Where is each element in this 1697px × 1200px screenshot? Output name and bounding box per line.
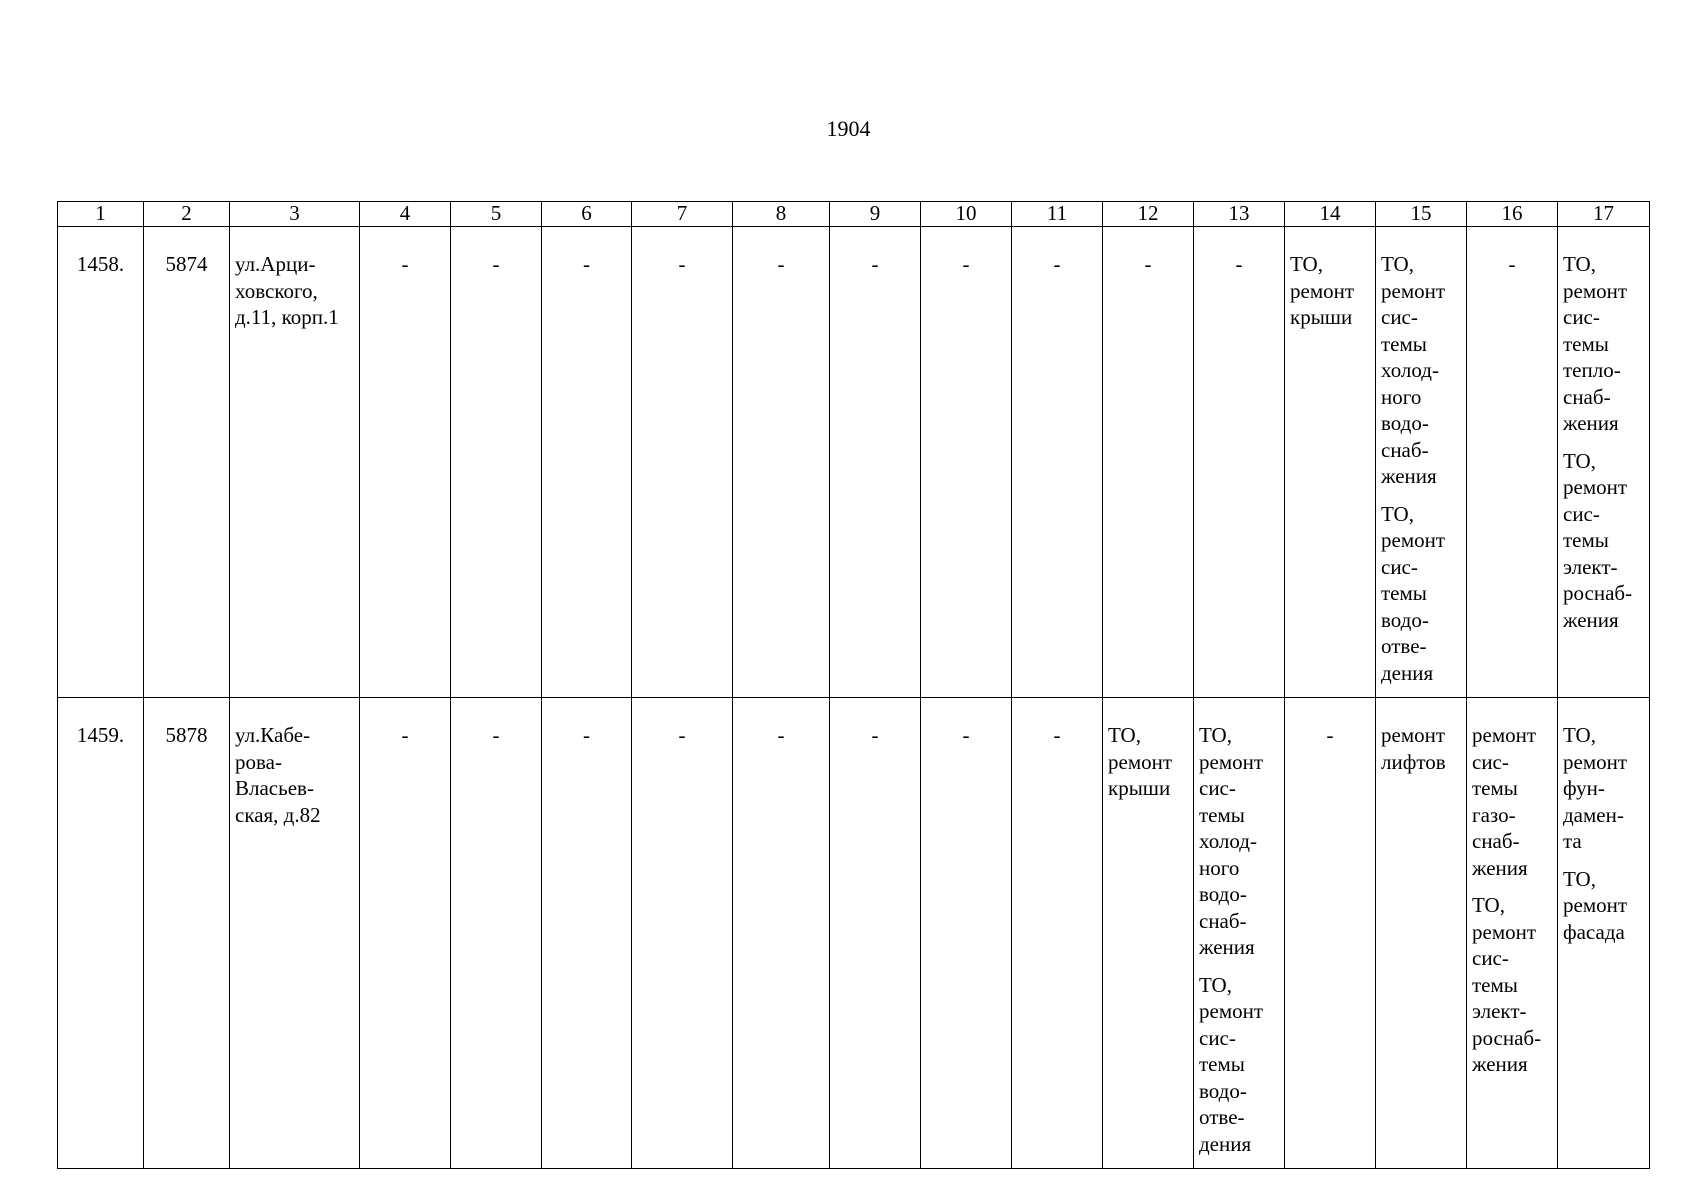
- empty-dash-cell: -: [733, 227, 830, 698]
- empty-dash-cell: -: [1194, 227, 1285, 698]
- work-line: ТО,: [1563, 723, 1596, 747]
- work-line: темы: [1199, 1052, 1245, 1076]
- work-line: ТО,: [1381, 501, 1414, 526]
- column-header: 11: [1012, 202, 1103, 227]
- work-line: крыши: [1290, 305, 1353, 329]
- work-line: дамен-: [1563, 802, 1624, 827]
- address-cell: [230, 227, 360, 698]
- work-line: роснаб-: [1472, 1025, 1542, 1050]
- work-item: [1199, 722, 1282, 961]
- work-line: тепло-: [1563, 358, 1621, 382]
- work-item: [1563, 448, 1647, 634]
- building-code: 5878: [144, 698, 230, 1169]
- work-line: элект-: [1563, 554, 1618, 579]
- work-cell-col-17: [1558, 227, 1650, 698]
- empty-dash-cell: -: [733, 698, 830, 1169]
- work-item: [1563, 866, 1647, 946]
- page-number: 1904: [826, 116, 871, 141]
- work-line: сис-: [1199, 776, 1236, 800]
- register-body: [58, 227, 1650, 1169]
- work-line: ремонт: [1381, 723, 1446, 747]
- column-header: 6: [542, 202, 632, 227]
- work-item: [1563, 251, 1647, 437]
- address-line: ул.Арци-: [235, 252, 316, 276]
- work-line: темы: [1563, 331, 1609, 356]
- work-line: снаб-: [1472, 829, 1520, 853]
- work-line: ТО,: [1199, 972, 1232, 997]
- work-line: сис-: [1563, 501, 1600, 526]
- work-line: отве-: [1199, 1105, 1245, 1129]
- empty-dash-cell: -: [1012, 698, 1103, 1169]
- column-header: 2: [144, 202, 230, 227]
- work-line: ремонт: [1563, 278, 1628, 303]
- work-line: сис-: [1381, 305, 1418, 329]
- work-line: темы: [1199, 802, 1245, 827]
- empty-dash-cell: -: [632, 698, 733, 1169]
- work-line: ТО,: [1381, 252, 1414, 276]
- empty-dash-cell: -: [542, 698, 632, 1169]
- work-line: фун-: [1563, 776, 1605, 800]
- work-item: [1290, 251, 1373, 331]
- address-line: ская, д.82: [235, 802, 321, 827]
- work-line: снаб-: [1381, 437, 1429, 462]
- column-header: 3: [230, 202, 360, 227]
- work-line: сис-: [1472, 946, 1509, 970]
- empty-dash-cell: -: [1103, 227, 1194, 698]
- work-line: жения: [1381, 464, 1437, 488]
- work-line: ремонт: [1199, 749, 1264, 774]
- work-line: ремонт: [1472, 723, 1537, 747]
- column-number-row: [58, 202, 1650, 227]
- empty-dash-cell: -: [360, 227, 451, 698]
- work-line: ремонт: [1563, 475, 1628, 499]
- work-line: темы: [1563, 528, 1609, 552]
- work-cell-col-15: [1376, 698, 1467, 1169]
- work-line: жения: [1563, 411, 1619, 435]
- column-header: 4: [360, 202, 451, 227]
- register-table: [57, 201, 1650, 1169]
- column-header: 16: [1467, 202, 1558, 227]
- work-line: дения: [1199, 1131, 1252, 1156]
- work-line: ного: [1381, 384, 1422, 409]
- empty-dash-cell: -: [1285, 698, 1376, 1169]
- work-line: снаб-: [1199, 908, 1247, 933]
- empty-dash-cell: -: [451, 698, 542, 1169]
- empty-dash-cell: -: [830, 698, 921, 1169]
- work-item: [1472, 722, 1555, 881]
- work-line: ного: [1199, 855, 1240, 880]
- address-line: рова-: [235, 749, 282, 774]
- address-line: ул.Кабе-: [235, 723, 311, 747]
- work-cell-col-16: [1467, 698, 1558, 1169]
- work-line: ремонт: [1563, 893, 1628, 917]
- work-line: холод-: [1199, 829, 1257, 853]
- work-line: жения: [1563, 607, 1619, 632]
- work-line: ремонт: [1199, 999, 1264, 1023]
- empty-dash-cell: -: [921, 698, 1012, 1169]
- work-item: [1381, 722, 1464, 775]
- work-line: темы: [1381, 581, 1427, 605]
- work-line: темы: [1472, 776, 1518, 800]
- column-header: 9: [830, 202, 921, 227]
- work-line: ТО,: [1563, 866, 1596, 891]
- work-cell-col-15: [1376, 227, 1467, 698]
- work-item: [1108, 722, 1191, 802]
- work-line: фасада: [1563, 919, 1625, 944]
- work-item: [1472, 892, 1555, 1078]
- work-line: сис-: [1563, 305, 1600, 329]
- work-line: ТО,: [1108, 723, 1141, 747]
- address-line: д.11, корп.1: [235, 305, 339, 329]
- work-line: водо-: [1199, 882, 1247, 906]
- empty-dash-cell: -: [542, 227, 632, 698]
- work-cell-col-17: [1558, 698, 1650, 1169]
- column-header: 14: [1285, 202, 1376, 227]
- work-line: ремонт: [1381, 278, 1446, 303]
- work-line: темы: [1381, 331, 1427, 356]
- work-line: жения: [1472, 855, 1528, 880]
- work-line: ремонт: [1381, 528, 1446, 552]
- column-header: 8: [733, 202, 830, 227]
- work-line: ТО,: [1563, 252, 1596, 276]
- work-line: ремонт: [1290, 278, 1355, 303]
- work-line: ТО,: [1199, 723, 1232, 747]
- work-line: отве-: [1381, 634, 1427, 658]
- column-header: 5: [451, 202, 542, 227]
- table-row: [58, 698, 1650, 1169]
- work-cell-col-12: [1103, 698, 1194, 1169]
- address-line: ховского,: [235, 278, 318, 303]
- building-code: 5874: [144, 227, 230, 698]
- row-number: 1459.: [58, 698, 144, 1169]
- column-header: 7: [632, 202, 733, 227]
- work-cell-col-14: [1285, 227, 1376, 698]
- work-line: водо-: [1381, 411, 1429, 435]
- column-header: 12: [1103, 202, 1194, 227]
- work-line: сис-: [1472, 749, 1509, 774]
- work-item: [1381, 251, 1464, 490]
- work-line: элект-: [1472, 999, 1527, 1023]
- work-line: темы: [1472, 972, 1518, 997]
- work-line: ремонт: [1563, 749, 1628, 774]
- empty-dash-cell: -: [830, 227, 921, 698]
- work-line: сис-: [1199, 1025, 1236, 1050]
- work-line: холод-: [1381, 358, 1439, 382]
- work-line: та: [1563, 829, 1582, 853]
- address-line: Власьев-: [235, 776, 314, 800]
- work-item: [1563, 722, 1647, 855]
- table-row: [58, 227, 1650, 698]
- address-cell: [230, 698, 360, 1169]
- work-line: ремонт: [1472, 919, 1537, 944]
- column-header: 10: [921, 202, 1012, 227]
- work-line: роснаб-: [1563, 581, 1633, 605]
- work-line: лифтов: [1381, 749, 1446, 774]
- empty-dash-cell: -: [360, 698, 451, 1169]
- work-line: снаб-: [1563, 384, 1611, 409]
- column-header: 1: [58, 202, 144, 227]
- empty-dash-cell: -: [1012, 227, 1103, 698]
- work-line: ремонт: [1108, 749, 1173, 774]
- empty-dash-cell: -: [1467, 227, 1558, 698]
- empty-dash-cell: -: [921, 227, 1012, 698]
- row-number: 1458.: [58, 227, 144, 698]
- work-line: жения: [1472, 1052, 1528, 1076]
- work-line: водо-: [1381, 607, 1429, 632]
- work-line: крыши: [1108, 776, 1171, 800]
- work-line: ТО,: [1563, 448, 1596, 473]
- column-header: 15: [1376, 202, 1467, 227]
- work-line: дения: [1381, 660, 1434, 685]
- work-item: [1381, 501, 1464, 687]
- work-line: газо-: [1472, 802, 1516, 827]
- work-cell-col-13: [1194, 698, 1285, 1169]
- work-line: жения: [1199, 935, 1255, 959]
- empty-dash-cell: -: [451, 227, 542, 698]
- work-line: ТО,: [1472, 893, 1505, 917]
- empty-dash-cell: -: [632, 227, 733, 698]
- column-header: 17: [1558, 202, 1650, 227]
- work-item: [1199, 972, 1282, 1158]
- work-line: водо-: [1199, 1078, 1247, 1103]
- work-line: ТО,: [1290, 252, 1323, 276]
- work-line: сис-: [1381, 554, 1418, 579]
- column-header: 13: [1194, 202, 1285, 227]
